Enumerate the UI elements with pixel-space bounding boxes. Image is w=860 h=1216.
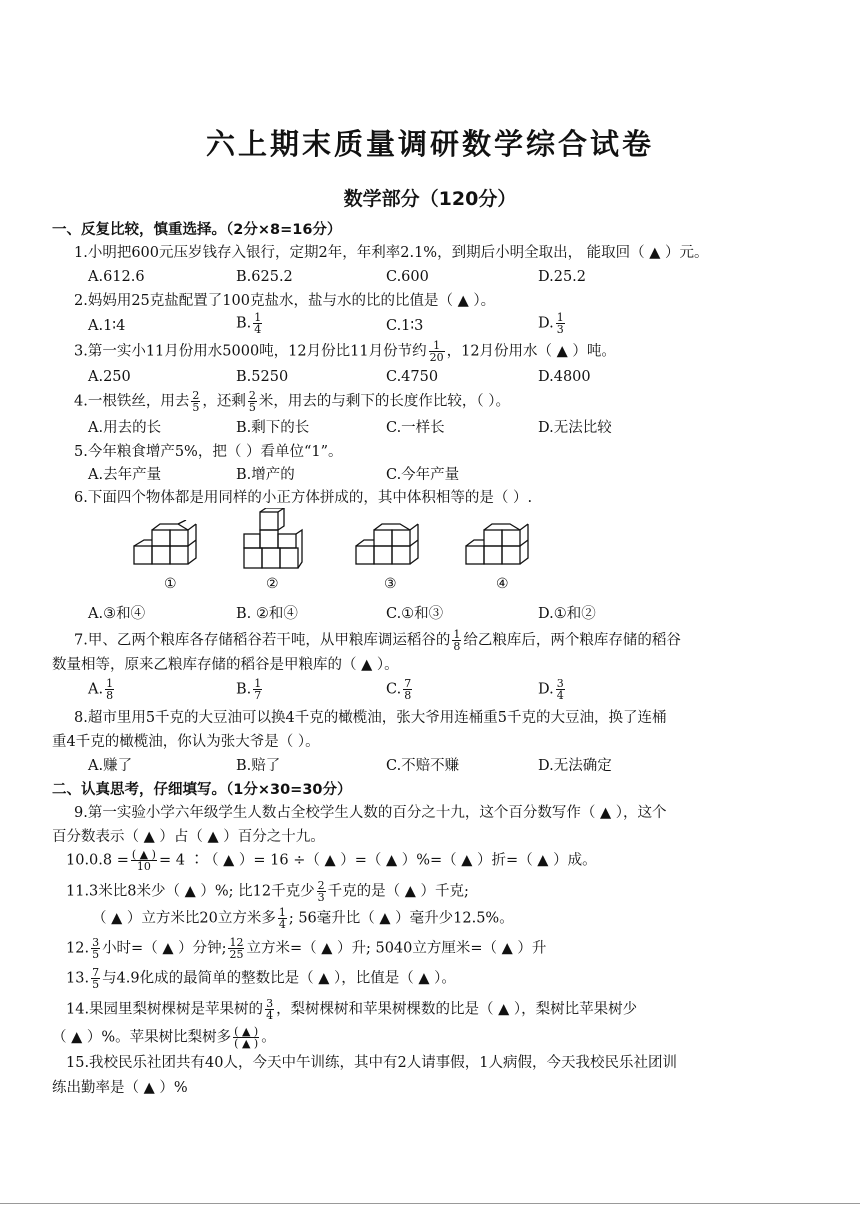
cube-figure-3 [352,520,434,574]
denominator: 4 [556,689,564,702]
option-label: D. [538,681,554,698]
q3-text-b: ，12月份用水（ ▲ ）吨。 [446,343,616,360]
q2-option-d-label: D. [538,315,554,332]
q7-option-c [386,678,414,701]
fraction [91,967,100,990]
denominator: 8 [453,640,461,653]
numerator: 2 [317,879,325,892]
cube-label-2: ② [266,576,279,592]
numerator: 1 [278,906,286,919]
q12-number: 12. [66,940,90,957]
numerator: 1 [556,311,564,324]
denominator: 20 [429,351,444,364]
fraction [278,907,287,930]
denominator: 10 [136,860,151,873]
q12-text-a: 小时=（ ▲ ）分钟; [102,940,227,957]
fraction [317,880,326,903]
q5-option-b: B.增产的 [236,467,295,483]
numerator: 7 [92,966,100,979]
q11-text-a: 11.3米比8米少（ ▲ ）%; 比12千克少 [66,883,315,900]
q6-option-b: B. ②和④ [236,606,298,622]
cube-label-1: ① [164,576,177,592]
question-7 [74,629,681,652]
denominator: ( ▲ ) [234,1037,259,1050]
q11-text-d: ; 56毫升比（ ▲ ）毫升少12.5%。 [288,910,514,927]
denominator: 8 [404,689,412,702]
denominator: 7 [254,689,262,702]
q3-option-b: B.5250 [236,369,289,385]
denominator: 4 [266,1009,274,1022]
denominator: 3 [317,891,325,904]
q7-option-b [236,678,264,701]
q11-text-c: （ ▲ ）立方米比20立方米多 [92,910,276,927]
numerator: 2 [248,389,256,402]
q2-option-a: A.1∶4 [88,318,126,334]
question-12 [66,937,546,960]
question-4 [74,390,510,413]
q2-option-d [538,312,567,335]
q1-option-a: A.612.6 [88,269,145,285]
question-8: 8.超市里用5千克的大豆油可以换4千克的橄榄油，张大爷用连桶重5千克的大豆油，换了连桶 [74,710,667,726]
q8-option-a: A.赚了 [88,758,133,774]
q3-option-a: A.250 [88,369,131,385]
fraction [452,629,461,652]
q4-text-b: ，还剩 [202,393,246,410]
q1-option-d: D.25.2 [538,269,587,285]
question-5: 5.今年粮食增产5%，把（ ）看单位“1”。 [74,444,343,460]
cube-figure-1 [130,520,212,574]
cube-figure-4 [462,520,544,574]
fraction [131,849,157,872]
fraction [253,678,262,701]
denominator: 5 [92,948,100,961]
question-15-line-2: 练出勤率是（ ▲ ）% [52,1080,188,1096]
numerator: 1 [106,677,114,690]
question-14 [66,998,637,1021]
q3-option-d: D.4800 [538,369,591,385]
exam-subtitle: 数学部分（120分） [343,188,517,210]
q14-text-b: ，梨树棵树和苹果树棵数的比是（ ▲ ），梨树比苹果树少 [276,1001,638,1018]
fraction [253,312,262,335]
question-13 [66,967,456,990]
q4-option-a: A.用去的长 [88,420,162,436]
option-label: A. [88,681,104,698]
q14-text-d: 。 [261,1029,276,1046]
numerator: 3 [266,997,274,1010]
fraction [429,340,445,363]
q4-text-c: 米，用去的与剩下的长度作比较，（ ）。 [258,393,510,410]
q2-option-b-label: B. [236,315,252,332]
q5-option-c: C.今年产量 [386,467,460,483]
q2-option-c: C.1∶3 [386,318,424,334]
q10-text-b: = 4 ∶（ ▲ ）= 16 ÷（ ▲ ）=（ ▲ ）%=（ ▲ ）折=（ ▲ ）成。 [158,852,597,869]
question-6: 6.下面四个物体都是用同样的小正方体拼成的，其中体积相等的是（ ）. [74,490,533,506]
numerator: 1 [429,340,445,352]
q7-text-a: 7.甲、乙两个粮库各存储稻谷若干吨，从甲粮库调运稻谷的 [74,632,451,649]
q4-option-b: B.剩下的长 [236,420,310,436]
denominator: 25 [229,948,244,961]
section-2-heading: 二、认真思考，仔细填写。（1分×30=30分） [52,782,352,798]
denominator: 5 [192,401,200,414]
fraction [265,998,274,1021]
numerator: 3 [92,936,100,949]
fraction [233,1026,259,1049]
option-label: B. [236,681,252,698]
question-8-line-2: 重4千克的橄榄油，你认为张大爷是（ ）。 [52,734,320,750]
numerator: ( ▲ ) [234,1025,259,1038]
question-1: 1.小明把600元压岁钱存入银行，定期2年，年利率2.1%，到期后小明全取出， 能取回（ ▲ ）元。 [74,245,709,261]
question-14-line-2 [52,1026,276,1049]
fraction [191,390,200,413]
page-bottom-edge [0,1203,860,1204]
question-11-line-2 [92,907,514,930]
numerator: 3 [556,677,564,690]
q10-text-a: 10.0.8 = [66,852,129,869]
numerator: 12 [229,936,244,949]
q6-option-a: A.③和④ [88,606,146,622]
q7-option-d [538,678,567,701]
fraction [228,937,244,960]
denominator: 4 [278,918,286,931]
q13-number: 13. [66,970,90,987]
cube-label-3: ③ [384,576,397,592]
question-9-line-2: 百分数表示（ ▲ ）占（ ▲ ）百分之十九。 [52,829,325,845]
q11-text-b: 千克的是（ ▲ ）千克; [327,883,469,900]
numerator: 7 [404,677,412,690]
section-1-heading: 一、反复比较，慎重选择。（2分×8=16分） [52,222,342,238]
cube-label-4: ④ [496,576,509,592]
question-3 [74,340,616,363]
q7-option-a [88,678,116,701]
question-11 [66,880,469,903]
q2-option-b [236,312,264,335]
q1-option-b: B.625.2 [236,269,293,285]
q1-option-c: C.600 [386,269,429,285]
question-15: 15.我校民乐社团共有40人，今天中午训练，其中有2人请事假，1人病假，今天我校民乐社团训 [66,1055,677,1071]
exam-title: 六上期末质量调研数学综合试卷 [205,127,654,161]
q8-option-c: C.不赔不赚 [386,758,460,774]
q3-text-a: 3.第一实小11月份用水5000吨，12月份比11月份节约 [74,343,427,360]
denominator: 4 [254,323,262,336]
q6-option-c: C.①和③ [386,606,444,622]
numerator: 1 [254,311,262,324]
numerator: 2 [192,389,200,402]
denominator: 3 [556,323,564,336]
q14-text-c: （ ▲ ）%。苹果树比梨树多 [52,1029,232,1046]
q6-option-d: D.①和② [538,606,596,622]
fraction [248,390,257,413]
option-label: C. [386,681,402,698]
denominator: 5 [92,978,100,991]
q8-option-d: D.无法确定 [538,758,612,774]
numerator: 1 [254,677,262,690]
numerator: 1 [453,628,461,641]
q8-option-b: B.赔了 [236,758,281,774]
fraction [105,678,114,701]
fraction [403,678,412,701]
question-10 [66,849,597,872]
question-2: 2.妈妈用25克盐配置了100克盐水，盐与水的比的比值是（ ▲ ）。 [74,293,496,309]
q4-option-c: C.一样长 [386,420,445,436]
q4-option-d: D.无法比较 [538,420,612,436]
q3-option-c: C.4750 [386,369,439,385]
denominator: 8 [106,689,114,702]
q13-text: 与4.9化成的最简单的整数比是（ ▲ ），比值是（ ▲ ）。 [102,970,456,987]
question-7-line-2: 数量相等，原来乙粮库存储的稻谷是甲粮库的（ ▲ ）。 [52,657,399,673]
cube-figure-2 [240,508,306,574]
q12-text-b: 立方米=（ ▲ ）升; 5040立方厘米=（ ▲ ）升 [246,940,547,957]
fraction [556,312,565,335]
q14-text-a: 14.果园里梨树棵树是苹果树的 [66,1001,264,1018]
fraction [91,937,100,960]
q4-text-a: 4.一根铁丝，用去 [74,393,190,410]
q7-text-b: 给乙粮库后，两个粮库存储的稻谷 [463,632,681,649]
q5-option-a: A.去年产量 [88,467,162,483]
denominator: 5 [248,401,256,414]
question-9: 9.第一实验小学六年级学生人数占全校学生人数的百分之十九，这个百分数写作（ ▲ ），这个 [74,805,667,821]
numerator: ( ▲ ) [131,848,156,861]
fraction [556,678,565,701]
